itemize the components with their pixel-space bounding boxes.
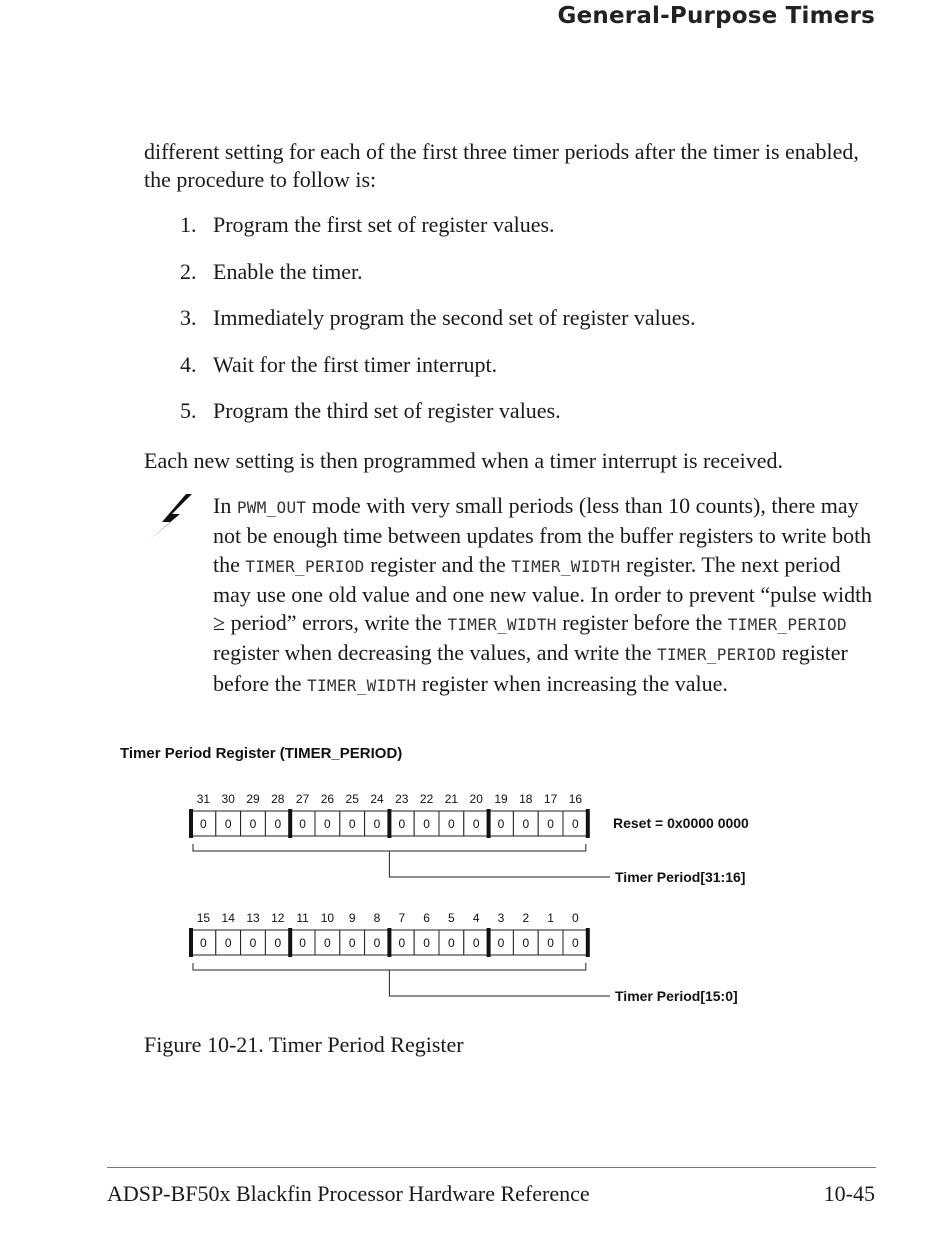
register-name: TIMER_PERIOD: [245, 556, 365, 576]
note-text: register and the: [364, 551, 512, 577]
figure-caption: Figure 10-21. Timer Period Register: [144, 1032, 464, 1057]
procedure-step: [180, 258, 696, 305]
bit-number: 13: [246, 911, 260, 925]
nibble-separator: [586, 928, 590, 957]
reset-value: Reset = 0x0000 0000: [613, 815, 749, 831]
bit-value: 0: [448, 817, 455, 831]
bit-value: 0: [274, 817, 282, 831]
step-text: Enable the timer.: [213, 258, 363, 284]
bit-number: 25: [345, 792, 359, 806]
nibble-separator: [487, 928, 491, 957]
register-figure: [0, 740, 950, 1020]
closing-paragraph: Each new setting is then programmed when a timer interrupt is received.: [144, 448, 784, 473]
field-leader-line: [389, 851, 610, 877]
nibble-separator: [586, 809, 590, 838]
bit-number: 5: [448, 911, 455, 925]
page-number: 10-45: [823, 1181, 875, 1206]
note-text: register. The next period may use one old value and one new value. In order to prevent “pulse width ≥ period” errors, write the: [213, 551, 873, 636]
step-number: 1.: [180, 212, 197, 237]
procedure-step: [180, 397, 696, 444]
bit-value: 0: [448, 936, 455, 950]
bit-number: 21: [444, 792, 459, 806]
register-name: PWM_OUT: [236, 498, 307, 517]
bit-number: 31: [196, 792, 211, 806]
bit-number: 6: [423, 911, 430, 925]
nibble-separator: [288, 928, 292, 957]
nibble-separator: [189, 809, 193, 838]
bit-number: 2: [522, 911, 530, 925]
bit-number: 9: [348, 911, 356, 925]
intro-paragraph: different setting for each of the first three timer periods after the timer is enabled, the procedure to follow is:: [144, 139, 859, 192]
bit-value: 0: [497, 817, 505, 831]
note-text: register when increasing the value.: [416, 670, 728, 696]
footer-rule: [107, 1167, 876, 1168]
note-text: register before the: [556, 610, 728, 636]
step-text: Program the first set of register values.: [213, 212, 555, 237]
nibble-separator: [387, 809, 391, 838]
bit-number: 24: [370, 792, 384, 806]
bit-value: 0: [522, 936, 530, 950]
footer-book-title: ADSP-BF50x Blackfin Processor Hardware Reference: [107, 1181, 590, 1206]
note-text: In: [213, 493, 237, 518]
bit-value: 0: [398, 936, 406, 950]
bit-number: 3: [497, 911, 505, 925]
bit-number: 12: [271, 911, 285, 925]
bit-value: 0: [348, 817, 356, 831]
bit-value: 0: [224, 936, 232, 950]
bit-value: 0: [373, 936, 381, 950]
bit-number: 26: [320, 792, 335, 806]
nibble-separator: [487, 809, 491, 838]
bit-number: 20: [469, 792, 483, 806]
bit-value: 0: [200, 936, 207, 950]
bit-number: 22: [419, 792, 434, 806]
bit-value: 0: [423, 936, 430, 950]
procedure-step: [180, 304, 696, 351]
step-text: Program the third set of register values.: [213, 398, 561, 424]
step-number: 5.: [180, 398, 197, 424]
procedure-step: [180, 351, 696, 398]
bit-number: 15: [196, 911, 211, 925]
bit-value: 0: [572, 817, 579, 831]
bit-value: 0: [324, 936, 331, 950]
bit-value: 0: [472, 817, 480, 831]
step-text: Wait for the first timer interrupt.: [213, 351, 498, 377]
bit-value: 0: [497, 936, 505, 950]
field-label: Timer Period[31:16]: [615, 869, 746, 885]
bit-number: 28: [271, 792, 285, 806]
bit-number: 10: [320, 911, 335, 925]
bit-value: 0: [373, 817, 381, 831]
register-name: TIMER_PERIOD: [727, 615, 847, 635]
bit-number: 11: [296, 911, 309, 925]
register-name: TIMER_PERIOD: [657, 645, 777, 665]
bit-number: 0: [572, 911, 579, 925]
nibble-separator: [189, 928, 193, 957]
procedure-steps: [180, 211, 696, 444]
bit-value: 0: [547, 817, 554, 831]
register-name: TIMER_WIDTH: [307, 675, 417, 695]
bit-value: 0: [324, 817, 331, 831]
bit-value: 0: [398, 817, 406, 831]
register-name: TIMER_WIDTH: [447, 615, 557, 635]
bit-number: 29: [246, 792, 260, 806]
field-bracket: [193, 844, 586, 851]
note-text: register before the: [213, 640, 848, 696]
bit-value: 0: [299, 817, 306, 831]
bit-number: 27: [295, 792, 310, 806]
note-paragraph: [213, 492, 873, 700]
bit-value: 0: [200, 817, 207, 831]
bit-value: 0: [249, 817, 257, 831]
nibble-separator: [387, 928, 391, 957]
field-leader-line: [389, 970, 610, 996]
bit-value: 0: [472, 936, 480, 950]
field-label: Timer Period[15:0]: [615, 988, 738, 1004]
bit-value: 0: [249, 936, 257, 950]
procedure-step: [180, 211, 696, 258]
bit-value: 0: [299, 936, 306, 950]
lightning-caution-icon: [146, 492, 198, 542]
bit-value: 0: [572, 936, 579, 950]
bit-value: 0: [348, 936, 356, 950]
note-text: mode with very small periods (less than 10 counts), there may not be enough time between updates from the buffer registers to write both the: [213, 493, 872, 577]
bit-number: 1: [547, 911, 554, 925]
note-text: register when decreasing the values, and write the: [213, 640, 658, 666]
step-number: 4.: [180, 351, 197, 377]
step-number: 2.: [180, 258, 197, 284]
bit-number: 7: [398, 911, 406, 925]
bit-number: 16: [568, 792, 583, 806]
field-bracket: [193, 963, 586, 970]
step-number: 3.: [180, 305, 197, 331]
bit-number: 8: [373, 911, 381, 925]
bit-number: 18: [519, 792, 533, 806]
bit-number: 19: [494, 792, 508, 806]
bit-number: 14: [221, 911, 235, 925]
bit-value: 0: [547, 936, 554, 950]
bit-number: 23: [395, 792, 409, 806]
bit-value: 0: [274, 936, 282, 950]
bit-number: 30: [221, 792, 235, 806]
figure-title: Timer Period Register (TIMER_PERIOD): [120, 745, 403, 762]
step-text: Immediately program the second set of register values.: [213, 305, 696, 331]
bit-value: 0: [423, 817, 430, 831]
running-header: General-Purpose Timers: [557, 3, 875, 29]
bit-number: 4: [472, 911, 480, 925]
bit-value: 0: [224, 817, 232, 831]
bit-value: 0: [522, 817, 530, 831]
bit-number: 17: [543, 792, 558, 806]
nibble-separator: [288, 809, 292, 838]
register-name: TIMER_WIDTH: [511, 556, 621, 576]
